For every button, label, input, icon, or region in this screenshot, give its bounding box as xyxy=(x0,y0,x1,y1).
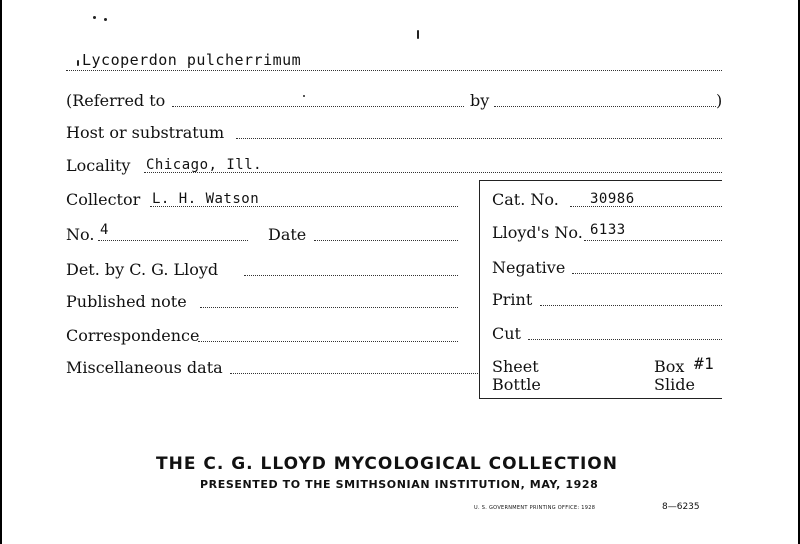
right-box-top xyxy=(479,180,722,181)
speck xyxy=(104,18,107,21)
host-label: Host or substratum xyxy=(66,123,225,142)
species-line xyxy=(66,70,722,71)
negative-label: Negative xyxy=(492,258,566,277)
date-label: Date xyxy=(268,225,307,244)
collection-subtitle: PRESENTED TO THE SMITHSONIAN INSTITUTION, MAY, 1928 xyxy=(200,478,599,491)
locality-value: Chicago, Ill. xyxy=(146,157,263,173)
correspondence-line xyxy=(198,341,458,342)
referred-to-label: (Referred to xyxy=(66,91,166,110)
cut-label: Cut xyxy=(492,324,521,343)
close-paren: ) xyxy=(716,91,723,110)
cat-no-line xyxy=(570,206,722,207)
print-line xyxy=(540,305,722,306)
box-label: Box xyxy=(654,357,685,376)
speck xyxy=(77,60,79,66)
referred-to-line xyxy=(172,106,464,107)
slide-label: Slide xyxy=(654,375,695,394)
speck xyxy=(303,95,305,97)
no-value: 4 xyxy=(100,222,109,238)
by-line xyxy=(494,106,716,107)
locality-line xyxy=(144,172,722,173)
speck xyxy=(417,30,419,39)
no-line xyxy=(98,240,248,241)
det-by-label: Det. by C. G. Lloyd xyxy=(66,260,219,279)
collection-title: THE C. G. LLOYD MYCOLOGICAL COLLECTION xyxy=(156,454,618,474)
no-label: No. xyxy=(66,225,95,244)
lloyds-no-label: Lloyd's No. xyxy=(492,223,583,242)
date-line xyxy=(314,240,458,241)
species-name: Lycoperdon pulcherrimum xyxy=(82,51,302,69)
collector-label: Collector xyxy=(66,190,141,209)
lloyds-no-value: 6133 xyxy=(590,222,626,238)
by-label: by xyxy=(470,91,490,110)
right-box-border xyxy=(479,180,480,398)
box-value: #1 xyxy=(694,354,715,373)
collector-value: L. H. Watson xyxy=(152,191,260,207)
misc-data-line xyxy=(230,373,478,374)
cat-no-label: Cat. No. xyxy=(492,190,559,209)
card-left-edge xyxy=(0,0,2,544)
collector-line xyxy=(150,206,458,207)
det-by-line xyxy=(244,275,458,276)
host-line xyxy=(236,138,722,139)
bottle-label: Bottle xyxy=(492,375,541,394)
published-note-line xyxy=(200,307,458,308)
negative-line xyxy=(572,273,722,274)
published-note-label: Published note xyxy=(66,292,187,311)
form-number: 8—6235 xyxy=(662,502,700,512)
lloyds-no-line xyxy=(584,240,722,241)
sheet-label: Sheet xyxy=(492,357,539,376)
correspondence-label: Correspondence xyxy=(66,326,200,345)
speck xyxy=(93,16,96,19)
cut-line xyxy=(528,339,722,340)
print-label: Print xyxy=(492,290,533,309)
cat-no-value: 30986 xyxy=(590,191,635,207)
right-box-bottom xyxy=(479,398,722,399)
locality-label: Locality xyxy=(66,156,131,175)
misc-data-label: Miscellaneous data xyxy=(66,358,223,377)
printing-office-note: U. S. GOVERNMENT PRINTING OFFICE: 1928 xyxy=(474,505,596,511)
